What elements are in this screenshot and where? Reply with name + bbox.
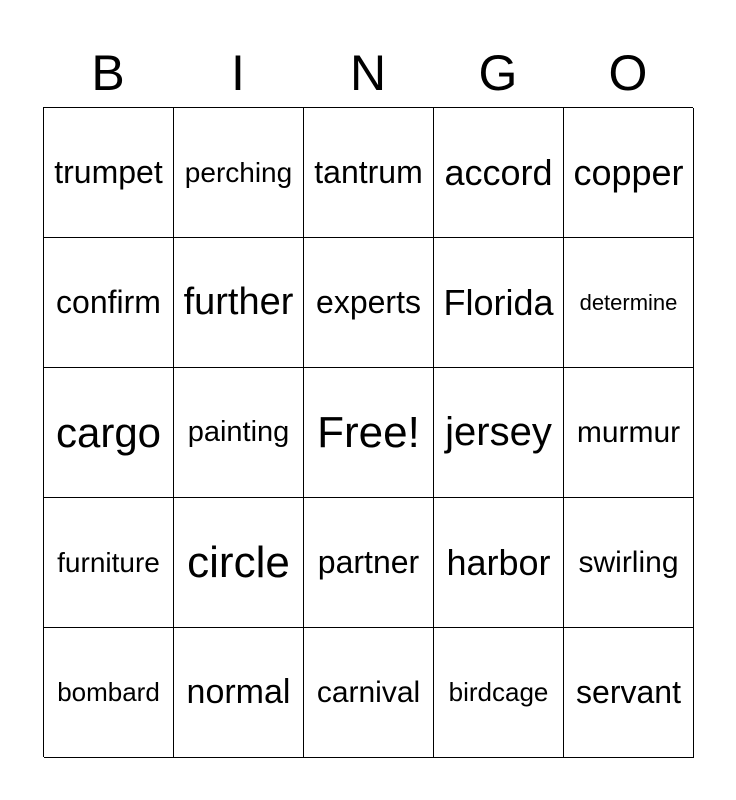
header-letter-n: N bbox=[349, 45, 387, 101]
header-letter-g: G bbox=[478, 45, 518, 101]
header-letter-b: B bbox=[91, 45, 125, 101]
bingo-cell[interactable]: bombard bbox=[44, 628, 174, 758]
free-space-cell[interactable]: Free! bbox=[304, 368, 434, 498]
bingo-cell[interactable]: circle bbox=[174, 498, 304, 628]
bingo-cell[interactable]: carnival bbox=[304, 628, 434, 758]
bingo-cell[interactable]: perching bbox=[174, 108, 304, 238]
bingo-cell[interactable]: servant bbox=[564, 628, 694, 758]
bingo-cell[interactable]: swirling bbox=[564, 498, 694, 628]
bingo-cell[interactable]: furniture bbox=[44, 498, 174, 628]
bingo-cell[interactable]: confirm bbox=[44, 238, 174, 368]
bingo-cell[interactable]: partner bbox=[304, 498, 434, 628]
bingo-cell[interactable]: Florida bbox=[434, 238, 564, 368]
bingo-cell[interactable]: harbor bbox=[434, 498, 564, 628]
bingo-cell[interactable]: murmur bbox=[564, 368, 694, 498]
bingo-cell[interactable]: cargo bbox=[44, 368, 174, 498]
bingo-cell[interactable]: birdcage bbox=[434, 628, 564, 758]
bingo-cell[interactable]: copper bbox=[564, 108, 694, 238]
bingo-cell[interactable]: tantrum bbox=[304, 108, 434, 238]
bingo-cell[interactable]: determine bbox=[564, 238, 694, 368]
bingo-card-grid bbox=[43, 107, 693, 757]
bingo-header bbox=[43, 42, 693, 104]
bingo-cell[interactable]: further bbox=[174, 238, 304, 368]
bingo-cell[interactable]: trumpet bbox=[44, 108, 174, 238]
bingo-cell[interactable]: painting bbox=[174, 368, 304, 498]
bingo-cell[interactable]: jersey bbox=[434, 368, 564, 498]
bingo-cell[interactable]: accord bbox=[434, 108, 564, 238]
bingo-cell[interactable]: experts bbox=[304, 238, 434, 368]
header-letter-o: O bbox=[608, 45, 648, 101]
header-letter-i: I bbox=[231, 45, 245, 101]
bingo-cell[interactable]: normal bbox=[174, 628, 304, 758]
